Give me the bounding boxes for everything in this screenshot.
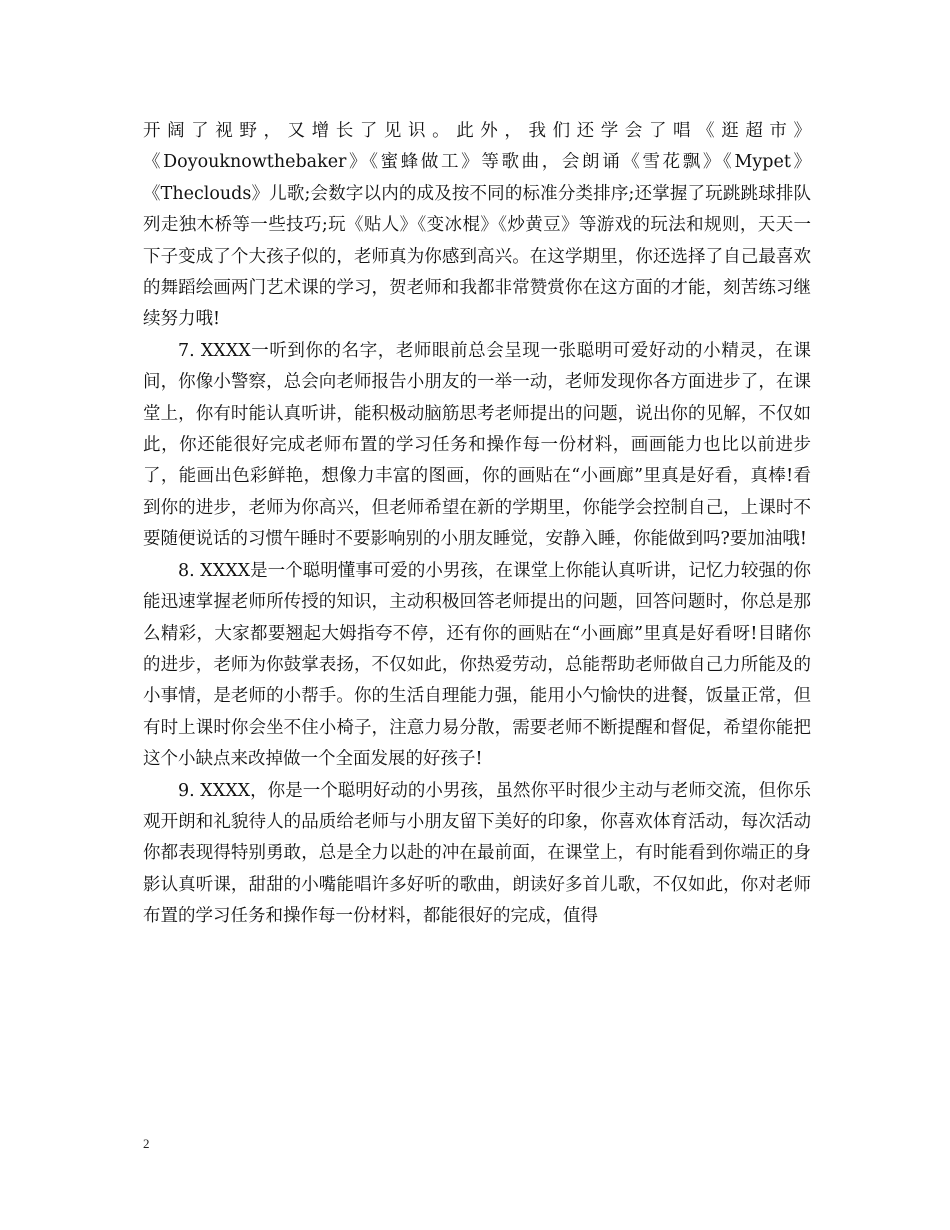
body-text — [143, 116, 811, 933]
page-number: 2 — [143, 1136, 150, 1151]
paragraph-item-7: 7. XXXX一听到你的名字，老师眼前总会呈现一张聪明可爱好动的小精灵，在课间，你像小警察，总会向老师报告小朋友的一举一动，老师发现你各方面进步了，在课堂上，你有时能认真听讲，能积极动脑筋思考老师提出的问题，说出你的见解，不仅如此，你还能很好完成老师布置的学习任务和操作每一份材料，画画能力也比以前进步了，能画出色彩鲜艳，想像力丰富的图画，你的画贴在“小画廊”里真是好看，真棒!看到你的进步，老师为你高兴，但老师希望在新的学期里，你能学会控制自己，上课时不要随便说话的习惯午睡时不要影响别的小朋友睡觉，安静入睡，你能做到吗?要加油哦! — [143, 340, 811, 550]
paragraph-item-8: 8. XXXX是一个聪明懂事可爱的小男孩，在课堂上你能认真听讲，记忆力较强的你能迅速掌握老师所传授的知识，主动积极回答老师提出的问题，回答问题时，你总是那么精彩，大家都要翘起大姆指夸不停，还有你的画贴在“小画廊”里真是好看呀!目睹你的进步，老师为你鼓掌表扬，不仅如此，你热爱劳动，总能帮助老师做自己力所能及的小事情，是老师的小帮手。你的生活自理能力强，能用小勺愉快的进餐，饭量正常，但有时上课时你会坐不住小椅子，注意力易分散，需要老师不断提醒和督促，希望你能把这个小缺点来改掉做一个全面发展的好孩子! — [143, 560, 811, 770]
paragraph-continued: 开阔了视野，又增长了见识。此外，我们还学会了唱《逛超市》《Doyouknowthebaker》《蜜蜂做工》等歌曲，会朗诵《雪花飘》《Mypet》《Theclouds》儿歌;会数字以内的成及按不同的标准分类排序;还掌握了玩跳跳球排队列走独木桥等一些技巧;玩《贴人》《变冰棍》《炒黄豆》等游戏的玩法和规则，天天一下子变成了个大孩子似的，老师真为你感到高兴。在这学期里，你还选择了自己最喜欢的舞蹈绘画两门艺术课的学习，贺老师和我都非常赞赏你在这方面的才能，刻苦练习继续努力哦! — [143, 121, 811, 330]
paragraph-item-9: 9. XXXX，你是一个聪明好动的小男孩，虽然你平时很少主动与老师交流，但你乐观开朗和礼貌待人的品质给老师与小朋友留下美好的印象，你喜欢体育活动，每次活动你都表现得特别勇敢，总是全力以赴的冲在最前面，在课堂上，有时能看到你端正的身影认真听课，甜甜的小嘴能唱许多好听的歌曲，朗读好多首儿歌，不仅如此，你对老师布置的学习任务和操作每一份材料，都能很好的完成，值得 — [143, 780, 811, 927]
